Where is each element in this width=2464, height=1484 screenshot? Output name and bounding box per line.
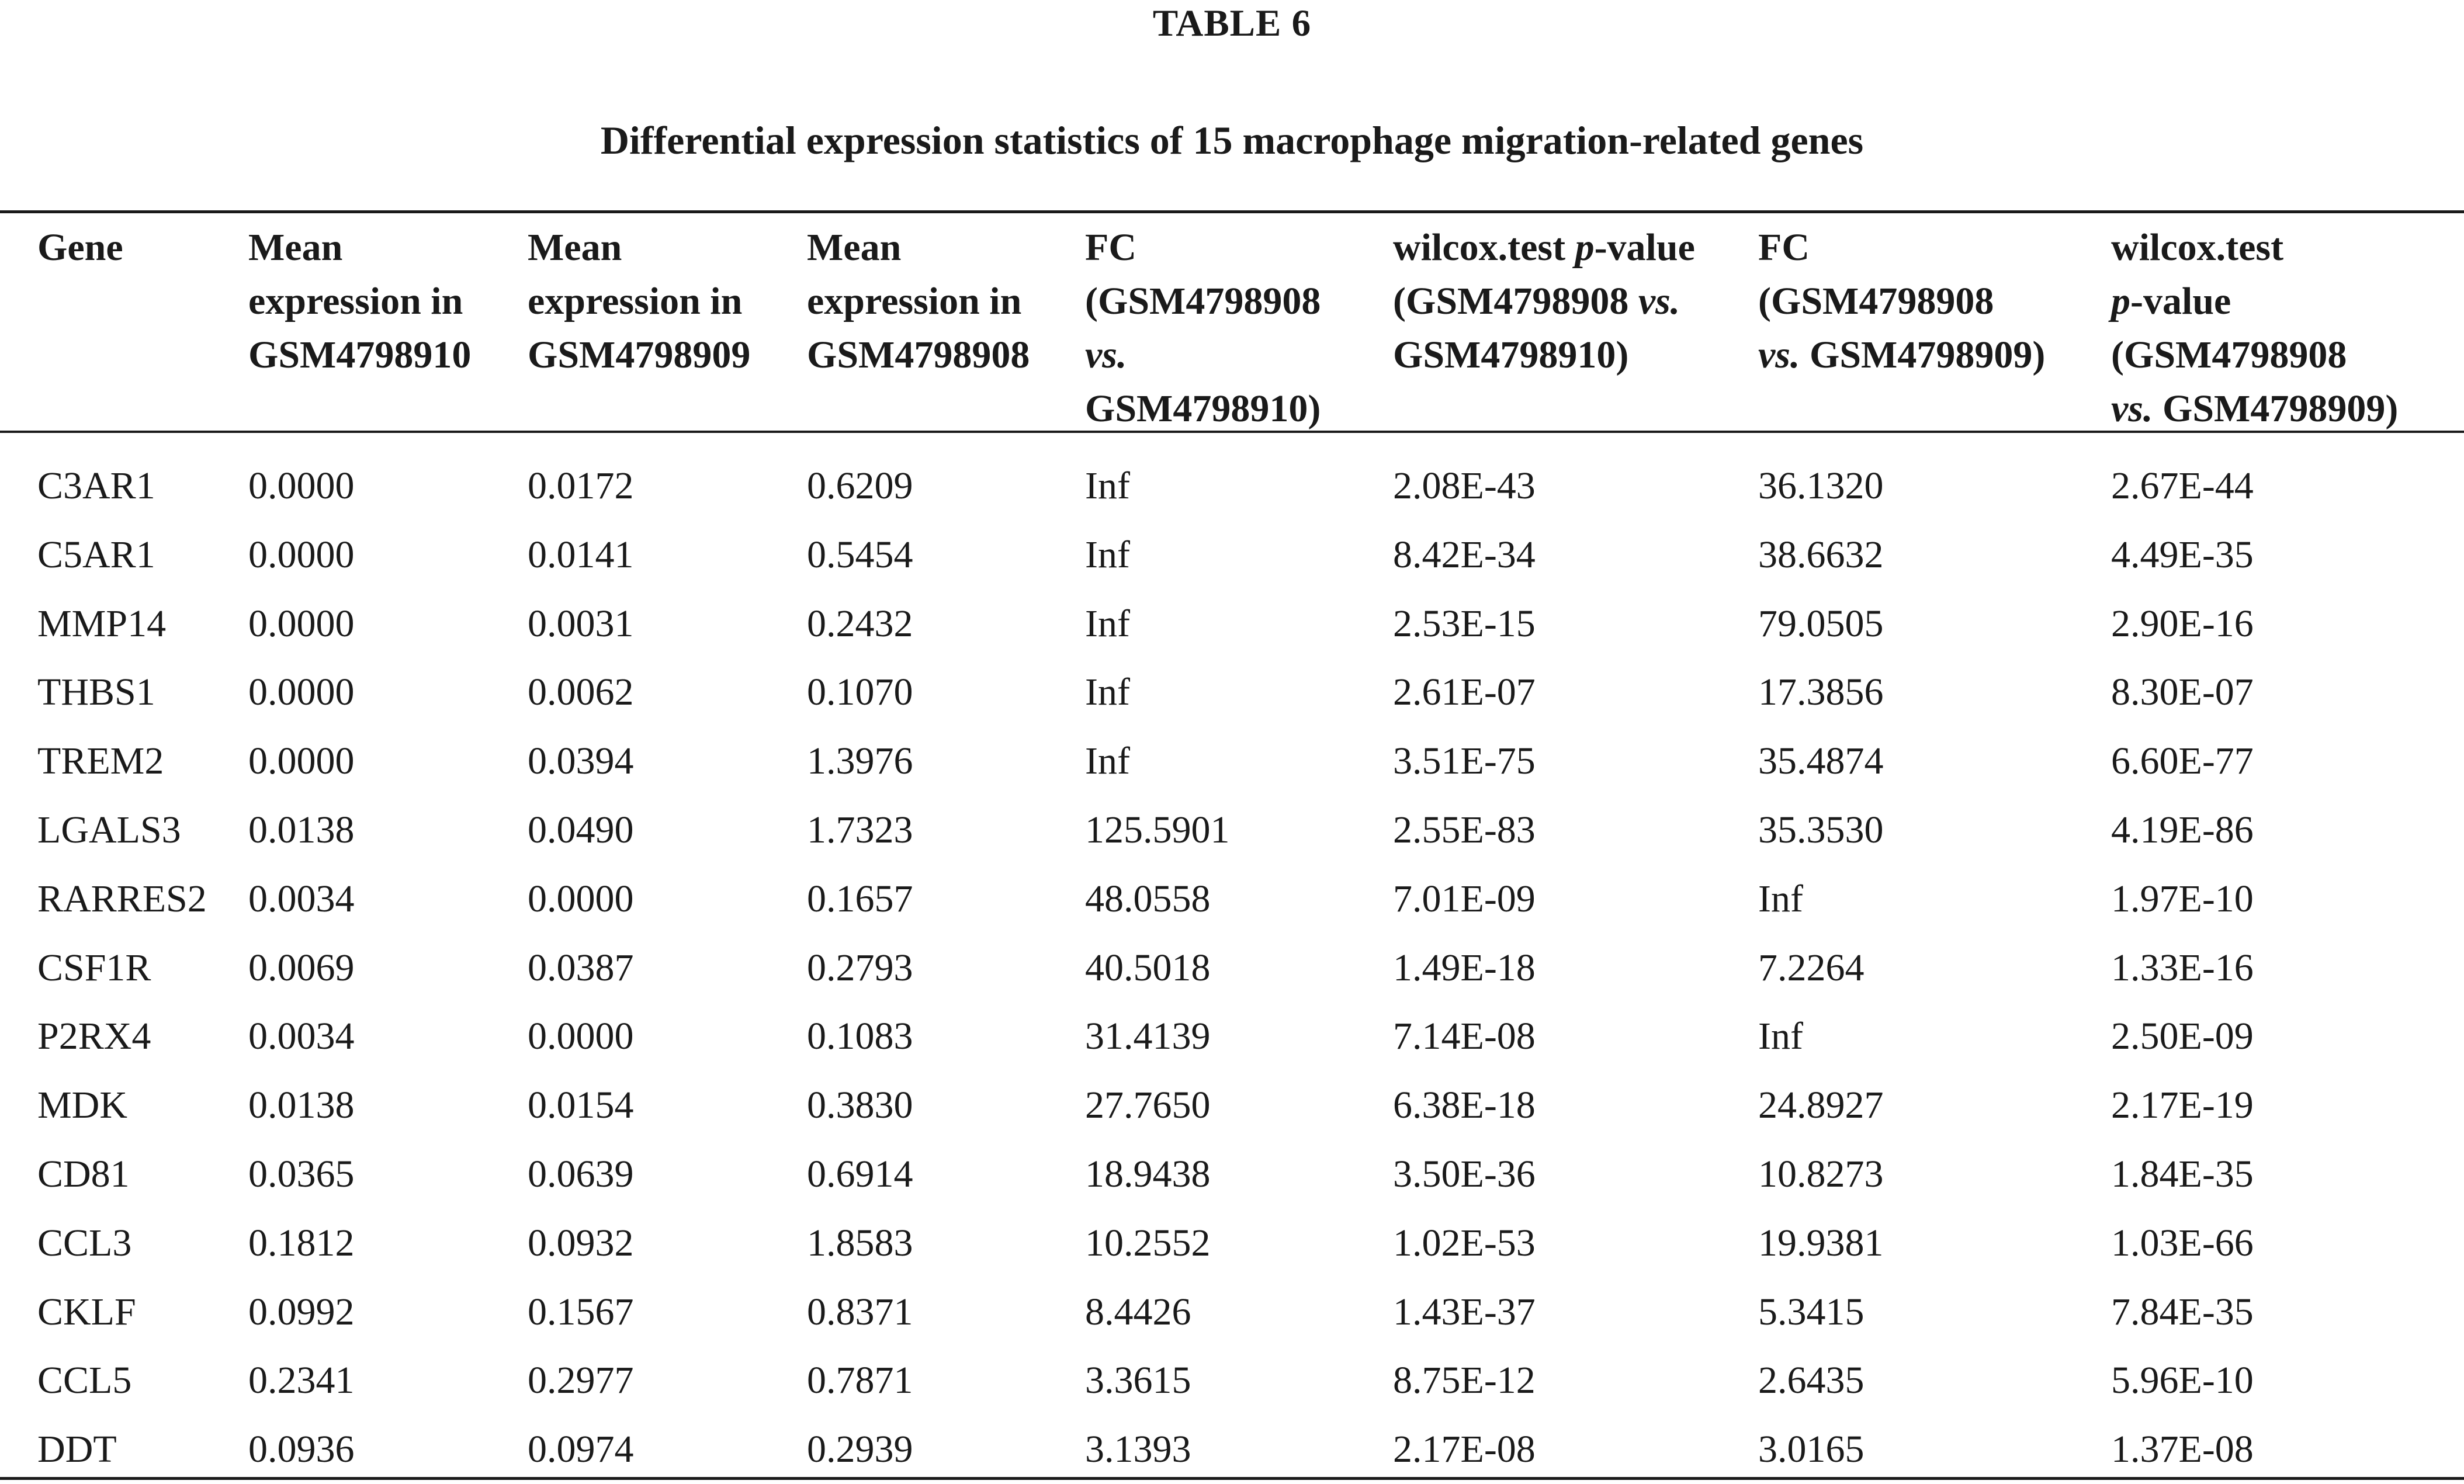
table-bottom-rule <box>0 1477 2464 1480</box>
cell-mean-909: 0.0172 <box>528 464 634 507</box>
table-title: Differential expression statistics of 15 macrophage migration-related genes <box>600 118 1864 162</box>
cell-mean-910: 0.1812 <box>248 1221 355 1264</box>
cell-fc-910: 3.1393 <box>1085 1428 1191 1471</box>
cell-mean-908: 1.3976 <box>807 740 913 783</box>
cell-pvalue-909: 1.37E-08 <box>2111 1428 2254 1471</box>
header-mean-gsm4798908: Mean expression in GSM4798908 <box>807 226 1030 376</box>
cell-mean-910: 0.2341 <box>248 1359 355 1402</box>
cell-pvalue-910: 2.61E-07 <box>1393 671 1536 714</box>
cell-fc-909: 38.6632 <box>1758 533 1884 576</box>
cell-fc-909: 35.4874 <box>1758 740 1884 783</box>
cell-fc-910: 3.3615 <box>1085 1359 1191 1402</box>
cell-mean-908: 0.7871 <box>807 1359 913 1402</box>
cell-mean-909: 0.0141 <box>528 533 634 576</box>
cell-pvalue-910: 1.49E-18 <box>1393 946 1536 989</box>
cell-mean-910: 0.0138 <box>248 1084 355 1127</box>
cell-gene: CCL5 <box>37 1359 132 1402</box>
cell-gene: MDK <box>37 1084 128 1127</box>
cell-mean-908: 0.6914 <box>807 1152 913 1195</box>
table-row <box>0 1415 2464 1484</box>
table-row <box>0 590 2464 658</box>
cell-mean-909: 0.0387 <box>528 946 634 989</box>
cell-mean-910: 0.0034 <box>248 1015 355 1058</box>
cell-mean-910: 0.0992 <box>248 1290 355 1333</box>
cell-mean-908: 1.7323 <box>807 808 913 851</box>
cell-gene: C5AR1 <box>37 533 155 576</box>
header-pvalue-vs-gsm4798910: wilcox.test p-value (GSM4798908 vs. GSM4798910) <box>1393 226 1695 376</box>
table-row <box>0 1209 2464 1278</box>
cell-gene: C3AR1 <box>37 464 155 507</box>
cell-mean-910: 0.0365 <box>248 1152 355 1195</box>
cell-pvalue-909: 1.84E-35 <box>2111 1152 2254 1195</box>
cell-pvalue-909: 2.90E-16 <box>2111 602 2254 645</box>
cell-mean-909: 0.0394 <box>528 740 634 783</box>
cell-mean-910: 0.0000 <box>248 533 355 576</box>
cell-fc-909: 36.1320 <box>1758 464 1884 507</box>
cell-mean-908: 0.6209 <box>807 464 913 507</box>
cell-gene: CSF1R <box>37 946 151 989</box>
cell-fc-909: Inf <box>1758 877 1803 920</box>
cell-fc-909: 19.9381 <box>1758 1221 1884 1264</box>
cell-mean-908: 0.5454 <box>807 533 913 576</box>
cell-pvalue-909: 7.84E-35 <box>2111 1290 2254 1333</box>
table-row <box>0 1002 2464 1071</box>
cell-mean-908: 0.2939 <box>807 1428 913 1471</box>
cell-mean-908: 0.1083 <box>807 1015 913 1058</box>
cell-pvalue-910: 8.42E-34 <box>1393 533 1536 576</box>
cell-gene: P2RX4 <box>37 1015 151 1058</box>
cell-mean-908: 0.3830 <box>807 1084 913 1127</box>
cell-gene: CD81 <box>37 1152 130 1195</box>
cell-fc-909: 5.3415 <box>1758 1290 1865 1333</box>
table-row <box>0 452 2464 521</box>
cell-mean-909: 0.0974 <box>528 1428 634 1471</box>
cell-pvalue-910: 2.08E-43 <box>1393 464 1536 507</box>
table-body <box>0 452 2464 1484</box>
cell-pvalue-909: 4.49E-35 <box>2111 533 2254 576</box>
cell-pvalue-910: 2.53E-15 <box>1393 602 1536 645</box>
table-row <box>0 1140 2464 1209</box>
cell-mean-910: 0.0000 <box>248 602 355 645</box>
cell-mean-910: 0.0000 <box>248 740 355 783</box>
header-mean-gsm4798910: Mean expression in GSM4798910 <box>248 226 472 376</box>
cell-fc-909: 79.0505 <box>1758 602 1884 645</box>
cell-pvalue-909: 4.19E-86 <box>2111 808 2254 851</box>
cell-pvalue-910: 1.02E-53 <box>1393 1221 1536 1264</box>
cell-fc-909: 2.6435 <box>1758 1359 1865 1402</box>
cell-mean-909: 0.0000 <box>528 1015 634 1058</box>
cell-pvalue-910: 6.38E-18 <box>1393 1084 1536 1127</box>
cell-mean-910: 0.0034 <box>248 877 355 920</box>
cell-mean-908: 1.8583 <box>807 1221 913 1264</box>
cell-mean-910: 0.0138 <box>248 808 355 851</box>
cell-gene: TREM2 <box>37 740 164 783</box>
cell-mean-909: 0.0490 <box>528 808 634 851</box>
cell-mean-909: 0.0154 <box>528 1084 634 1127</box>
table-row <box>0 658 2464 727</box>
cell-pvalue-909: 1.97E-10 <box>2111 877 2254 920</box>
cell-gene: THBS1 <box>37 671 155 714</box>
cell-pvalue-910: 1.43E-37 <box>1393 1290 1536 1333</box>
cell-pvalue-910: 2.55E-83 <box>1393 808 1536 851</box>
cell-mean-910: 0.0069 <box>248 946 355 989</box>
cell-pvalue-910: 3.50E-36 <box>1393 1152 1536 1195</box>
cell-fc-910: 18.9438 <box>1085 1152 1211 1195</box>
cell-pvalue-910: 7.01E-09 <box>1393 877 1536 920</box>
cell-pvalue-909: 2.17E-19 <box>2111 1084 2254 1127</box>
table-row <box>0 865 2464 934</box>
table-row <box>0 1071 2464 1140</box>
cell-fc-910: Inf <box>1085 671 1130 714</box>
cell-fc-909: 10.8273 <box>1758 1152 1884 1195</box>
cell-pvalue-909: 1.33E-16 <box>2111 946 2254 989</box>
cell-fc-910: 125.5901 <box>1085 808 1230 851</box>
cell-pvalue-909: 6.60E-77 <box>2111 740 2254 783</box>
cell-mean-908: 0.1070 <box>807 671 913 714</box>
cell-mean-909: 0.0639 <box>528 1152 634 1195</box>
cell-fc-909: 7.2264 <box>1758 946 1865 989</box>
cell-pvalue-910: 3.51E-75 <box>1393 740 1536 783</box>
table-header <box>0 221 2464 430</box>
cell-pvalue-909: 1.03E-66 <box>2111 1221 2254 1264</box>
cell-fc-910: Inf <box>1085 740 1130 783</box>
cell-mean-909: 0.0000 <box>528 877 634 920</box>
header-fc-vs-gsm4798910: FC (GSM4798908 vs. GSM4798910) <box>1085 226 1321 430</box>
cell-gene: DDT <box>37 1428 117 1471</box>
cell-fc-910: 31.4139 <box>1085 1015 1211 1058</box>
table-row <box>0 727 2464 796</box>
cell-mean-908: 0.2793 <box>807 946 913 989</box>
cell-fc-910: 10.2552 <box>1085 1221 1211 1264</box>
cell-mean-909: 0.2977 <box>528 1359 634 1402</box>
header-mean-gsm4798909: Mean expression in GSM4798909 <box>528 226 751 376</box>
cell-pvalue-910: 2.17E-08 <box>1393 1428 1536 1471</box>
cell-mean-910: 0.0000 <box>248 671 355 714</box>
cell-gene: CCL3 <box>37 1221 132 1264</box>
cell-mean-908: 0.2432 <box>807 602 913 645</box>
cell-mean-908: 0.8371 <box>807 1290 913 1333</box>
cell-mean-910: 0.0936 <box>248 1428 355 1471</box>
cell-fc-910: 48.0558 <box>1085 877 1211 920</box>
cell-mean-909: 0.0932 <box>528 1221 634 1264</box>
cell-gene: CKLF <box>37 1290 136 1333</box>
cell-fc-910: Inf <box>1085 464 1130 507</box>
cell-pvalue-909: 5.96E-10 <box>2111 1359 2254 1402</box>
cell-mean-909: 0.0031 <box>528 602 634 645</box>
cell-fc-909: 3.0165 <box>1758 1428 1865 1471</box>
cell-mean-909: 0.1567 <box>528 1290 634 1333</box>
cell-fc-910: 40.5018 <box>1085 946 1211 989</box>
cell-fc-909: 35.3530 <box>1758 808 1884 851</box>
table-row <box>0 521 2464 590</box>
table-row <box>0 1278 2464 1347</box>
cell-pvalue-910: 7.14E-08 <box>1393 1015 1536 1058</box>
cell-mean-908: 0.1657 <box>807 877 913 920</box>
cell-gene: RARRES2 <box>37 877 207 920</box>
table-label: TABLE 6 <box>1152 2 1312 44</box>
cell-fc-909: 24.8927 <box>1758 1084 1884 1127</box>
cell-pvalue-910: 8.75E-12 <box>1393 1359 1536 1402</box>
cell-pvalue-909: 8.30E-07 <box>2111 671 2254 714</box>
cell-fc-910: 8.4426 <box>1085 1290 1191 1333</box>
header-gene: Gene <box>37 226 123 269</box>
cell-fc-910: Inf <box>1085 533 1130 576</box>
table-row <box>0 1346 2464 1415</box>
cell-pvalue-909: 2.50E-09 <box>2111 1015 2254 1058</box>
header-pvalue-vs-gsm4798909: wilcox.test p-value (GSM4798908 vs. GSM4798909) <box>2111 226 2399 430</box>
header-fc-vs-gsm4798909: FC (GSM4798908 vs. GSM4798909) <box>1758 226 2046 376</box>
table-header-rule <box>0 431 2464 433</box>
cell-mean-909: 0.0062 <box>528 671 634 714</box>
cell-gene: MMP14 <box>37 602 167 645</box>
table-row <box>0 796 2464 865</box>
cell-fc-909: 17.3856 <box>1758 671 1884 714</box>
cell-pvalue-909: 2.67E-44 <box>2111 464 2254 507</box>
cell-fc-909: Inf <box>1758 1015 1803 1058</box>
cell-fc-910: Inf <box>1085 602 1130 645</box>
cell-fc-910: 27.7650 <box>1085 1084 1211 1127</box>
cell-gene: LGALS3 <box>37 808 181 851</box>
table-row <box>0 934 2464 1003</box>
cell-mean-910: 0.0000 <box>248 464 355 507</box>
table-top-rule <box>0 210 2464 213</box>
